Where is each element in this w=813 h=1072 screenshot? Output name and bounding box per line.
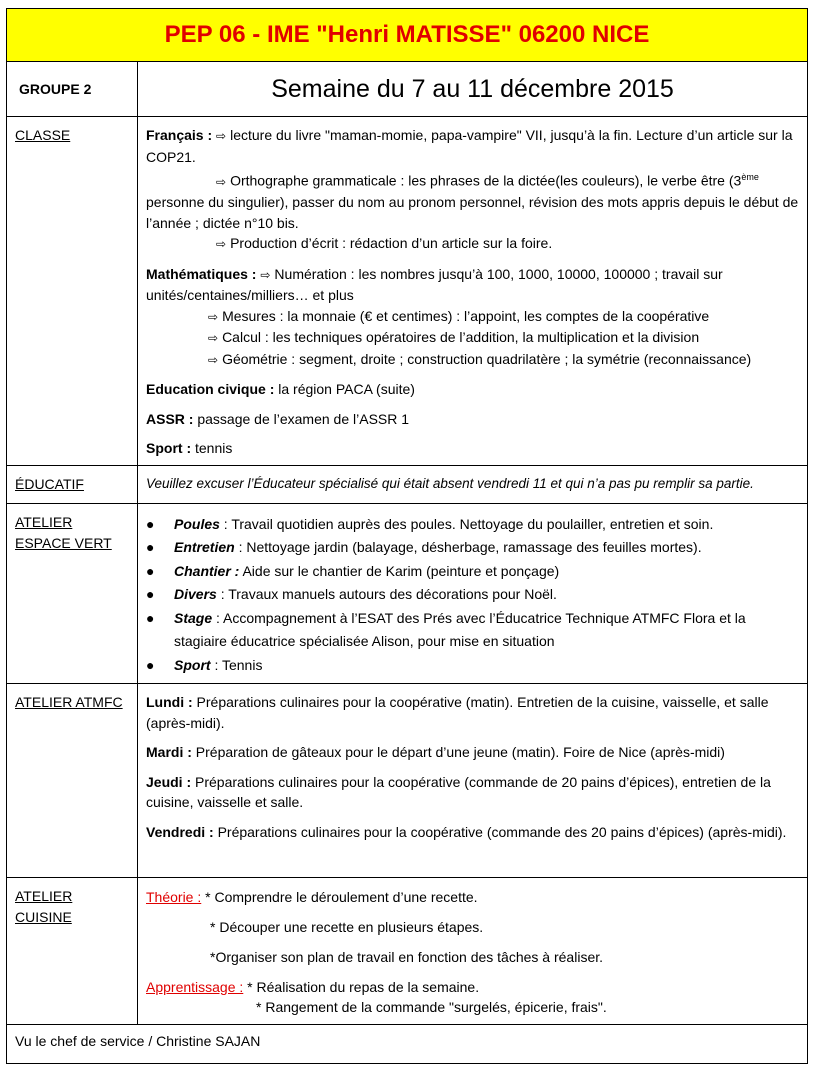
espace-vert-row [7,503,808,684]
atmfc-label-text: ATELIER ATMFC [15,694,123,711]
item-head: Chantier : [174,562,240,579]
week-heading: Semaine du 7 au 11 décembre 2015 [138,62,808,117]
educatif-label [7,465,138,503]
arrow-icon: ⇨ [208,309,219,324]
bullet-dot-icon: ● [146,539,155,556]
appr-text-1: * Réalisation du repas de la semaine. [243,979,480,996]
bullet-dot-icon: ● [146,656,155,673]
day-text: Préparations culinaires pour la coopérative (matin). Entretien de la cuisine, vaisselle, et salle (après-midi). [146,694,769,731]
francais-sup: ème [741,172,759,182]
day-text: Préparation de gâteaux pour le départ d’une jeune (matin). Foire de Nice (après-midi) [191,744,725,761]
list-item [146,583,799,607]
sport-text: tennis [191,440,233,457]
item-head: Sport [174,656,211,673]
list-item [146,654,799,678]
footer-row [7,1025,808,1064]
list-item [146,536,799,560]
item-text: : Travail quotidien auprès des poules. Nettoyage du poulailler, entretien et soin. [219,515,714,532]
espace-vert-content [138,503,808,684]
espace-vert-label [7,503,138,684]
maths-line-3 [146,327,799,349]
francais-text-2a: Orthographe grammaticale : les phrases de la dictée(les couleurs), le verbe être (3 [230,172,742,189]
appr-line-1 [146,977,799,997]
atmfc-day [146,822,799,843]
day-text: Préparations culinaires pour la coopérative (commande de 20 pains d’épices), entretien de la cuisine, vaisselle et salle. [146,773,771,811]
day-head: Mardi : [146,744,192,761]
arrow-icon: ⇨ [208,352,219,367]
day-head: Vendredi : [146,823,214,840]
item-text: : Travaux manuels autours des décorations pour Noël. [216,586,557,603]
item-text: : Nettoyage jardin (balayage, désherbage, ramassage des feuilles mortes). [234,539,702,556]
atmfc-day [146,772,799,813]
theorie-line-2: * Découper une recette en plusieurs étapes. [210,919,484,936]
bullet-dot-icon: ● [146,562,155,579]
list-item [146,513,799,537]
group-label: GROUPE 2 [7,62,138,117]
appr-head: Apprentissage : [146,979,244,996]
report-table [6,8,808,1064]
atmfc-label [7,684,138,878]
assr-line [146,409,799,430]
list-item [146,560,799,584]
arrow-icon: ⇨ [216,174,227,189]
bullet-dot-icon: ● [146,515,155,532]
francais-head: Français : [146,127,213,143]
classe-row [7,117,808,466]
item-text: Aide sur le chantier de Karim (peinture et ponçage) [239,562,560,579]
report-title: PEP 06 - IME "Henri MATISSE" 06200 NICE [7,9,808,62]
day-text: Préparations culinaires pour la coopérative (commande des 20 pains d’épices) (après-midi). [213,823,787,840]
item-head: Entretien [174,539,235,556]
educatif-row [7,465,808,503]
item-head: Poules [174,515,220,532]
classe-content [138,117,808,466]
day-head: Jeudi : [146,773,192,790]
maths-block [146,264,799,371]
francais-line-1 [146,125,799,167]
atmfc-day [146,742,799,763]
arrow-icon: ⇨ [216,129,227,143]
bullet-dot-icon: ● [146,586,155,603]
maths-line-4 [146,349,799,371]
day-head: Lundi : [146,694,193,711]
bullet-dot-icon: ● [146,609,155,626]
theorie-line-3: *Organiser son plan de travail en fonction des tâches à réaliser. [210,949,604,966]
arrow-icon: ⇨ [260,267,271,282]
civique-line [146,379,799,400]
item-head: Stage [174,609,213,626]
cuisine-content [138,878,808,1025]
list-item [146,607,799,654]
assr-head: ASSR : [146,410,194,427]
item-head: Divers [174,586,217,603]
group-row [7,62,808,117]
civique-head: Education civique : [146,381,275,398]
classe-label [7,117,138,466]
atmfc-row [7,684,808,878]
appr-line-2: * Rangement de la commande "surgelés, épicerie, frais". [256,999,607,1016]
item-text: : Tennis [210,656,263,673]
maths-text-3: Calcul : les techniques opératoires de l’addition, la multiplication et la division [222,329,700,346]
arrow-icon: ⇨ [216,237,227,252]
francais-text-3: Production d’écrit : rédaction d’un article sur la foire. [230,235,553,252]
cuisine-label [7,878,138,1025]
francais-text-2b: personne du singulier), passer du nom au pronom personnel, révision des mots appris depuis le début de l’année ; dictée n°10 bis. [146,194,799,231]
maths-text-1: Numération : les nombres jusqu’à 100, 1000, 10000, 100000 ; travail sur unités/centaines/milliers… et plus [146,265,723,304]
theorie-head: Théorie : [146,889,202,906]
educatif-label-text: ÉDUCATIF [15,475,84,492]
footer-signature: Vu le chef de service / Christine SAJAN [7,1025,808,1064]
assr-text: passage de l’examen de l’ASSR 1 [193,410,410,427]
maths-line-1 [146,264,799,306]
cuisine-label-text: ATELIER CUISINE [15,888,73,926]
educatif-text: Veuillez excuser l’Éducateur spécialisé qui était absent vendredi 11 et qui n’a pas pu remplir sa partie. [138,465,808,503]
maths-text-4: Géométrie : segment, droite ; construction quadrilatère ; la symétrie (reconnaissance) [222,350,752,367]
espace-vert-list [146,513,799,678]
francais-line-2 [146,167,799,233]
arrow-icon: ⇨ [208,331,219,346]
atmfc-day [146,692,799,733]
francais-block [146,125,799,255]
atmfc-content [138,684,808,878]
francais-text-1: lecture du livre "maman-momie, papa-vampire" VII, jusqu’à la fin. Lecture d’un article sur la COP21. [146,127,793,165]
title-row [7,9,808,62]
sport-head: Sport : [146,440,192,457]
item-text: : Accompagnement à l’ESAT des Prés avec l’Éducatrice Technique ATMFC Flora et la stagiaire éducatrice spécialisée Alison, pour mise en situation [174,609,746,650]
classe-label-text: CLASSE [15,127,71,143]
maths-line-2 [146,306,799,328]
espace-vert-label-text: ATELIER ESPACE VERT [15,513,112,551]
maths-text-2: Mesures : la monnaie (€ et centimes) : l’appoint, les comptes de la coopérative [222,307,710,324]
maths-head: Mathématiques : [146,265,257,282]
francais-line-3 [146,233,799,255]
weekly-report [6,8,807,1064]
civique-text: la région PACA (suite) [274,381,415,398]
cuisine-row [7,878,808,1025]
sport-line [146,438,799,459]
theorie-text-1: * Comprendre le déroulement d’une recette. [201,889,478,906]
theorie-line-1 [146,887,799,907]
